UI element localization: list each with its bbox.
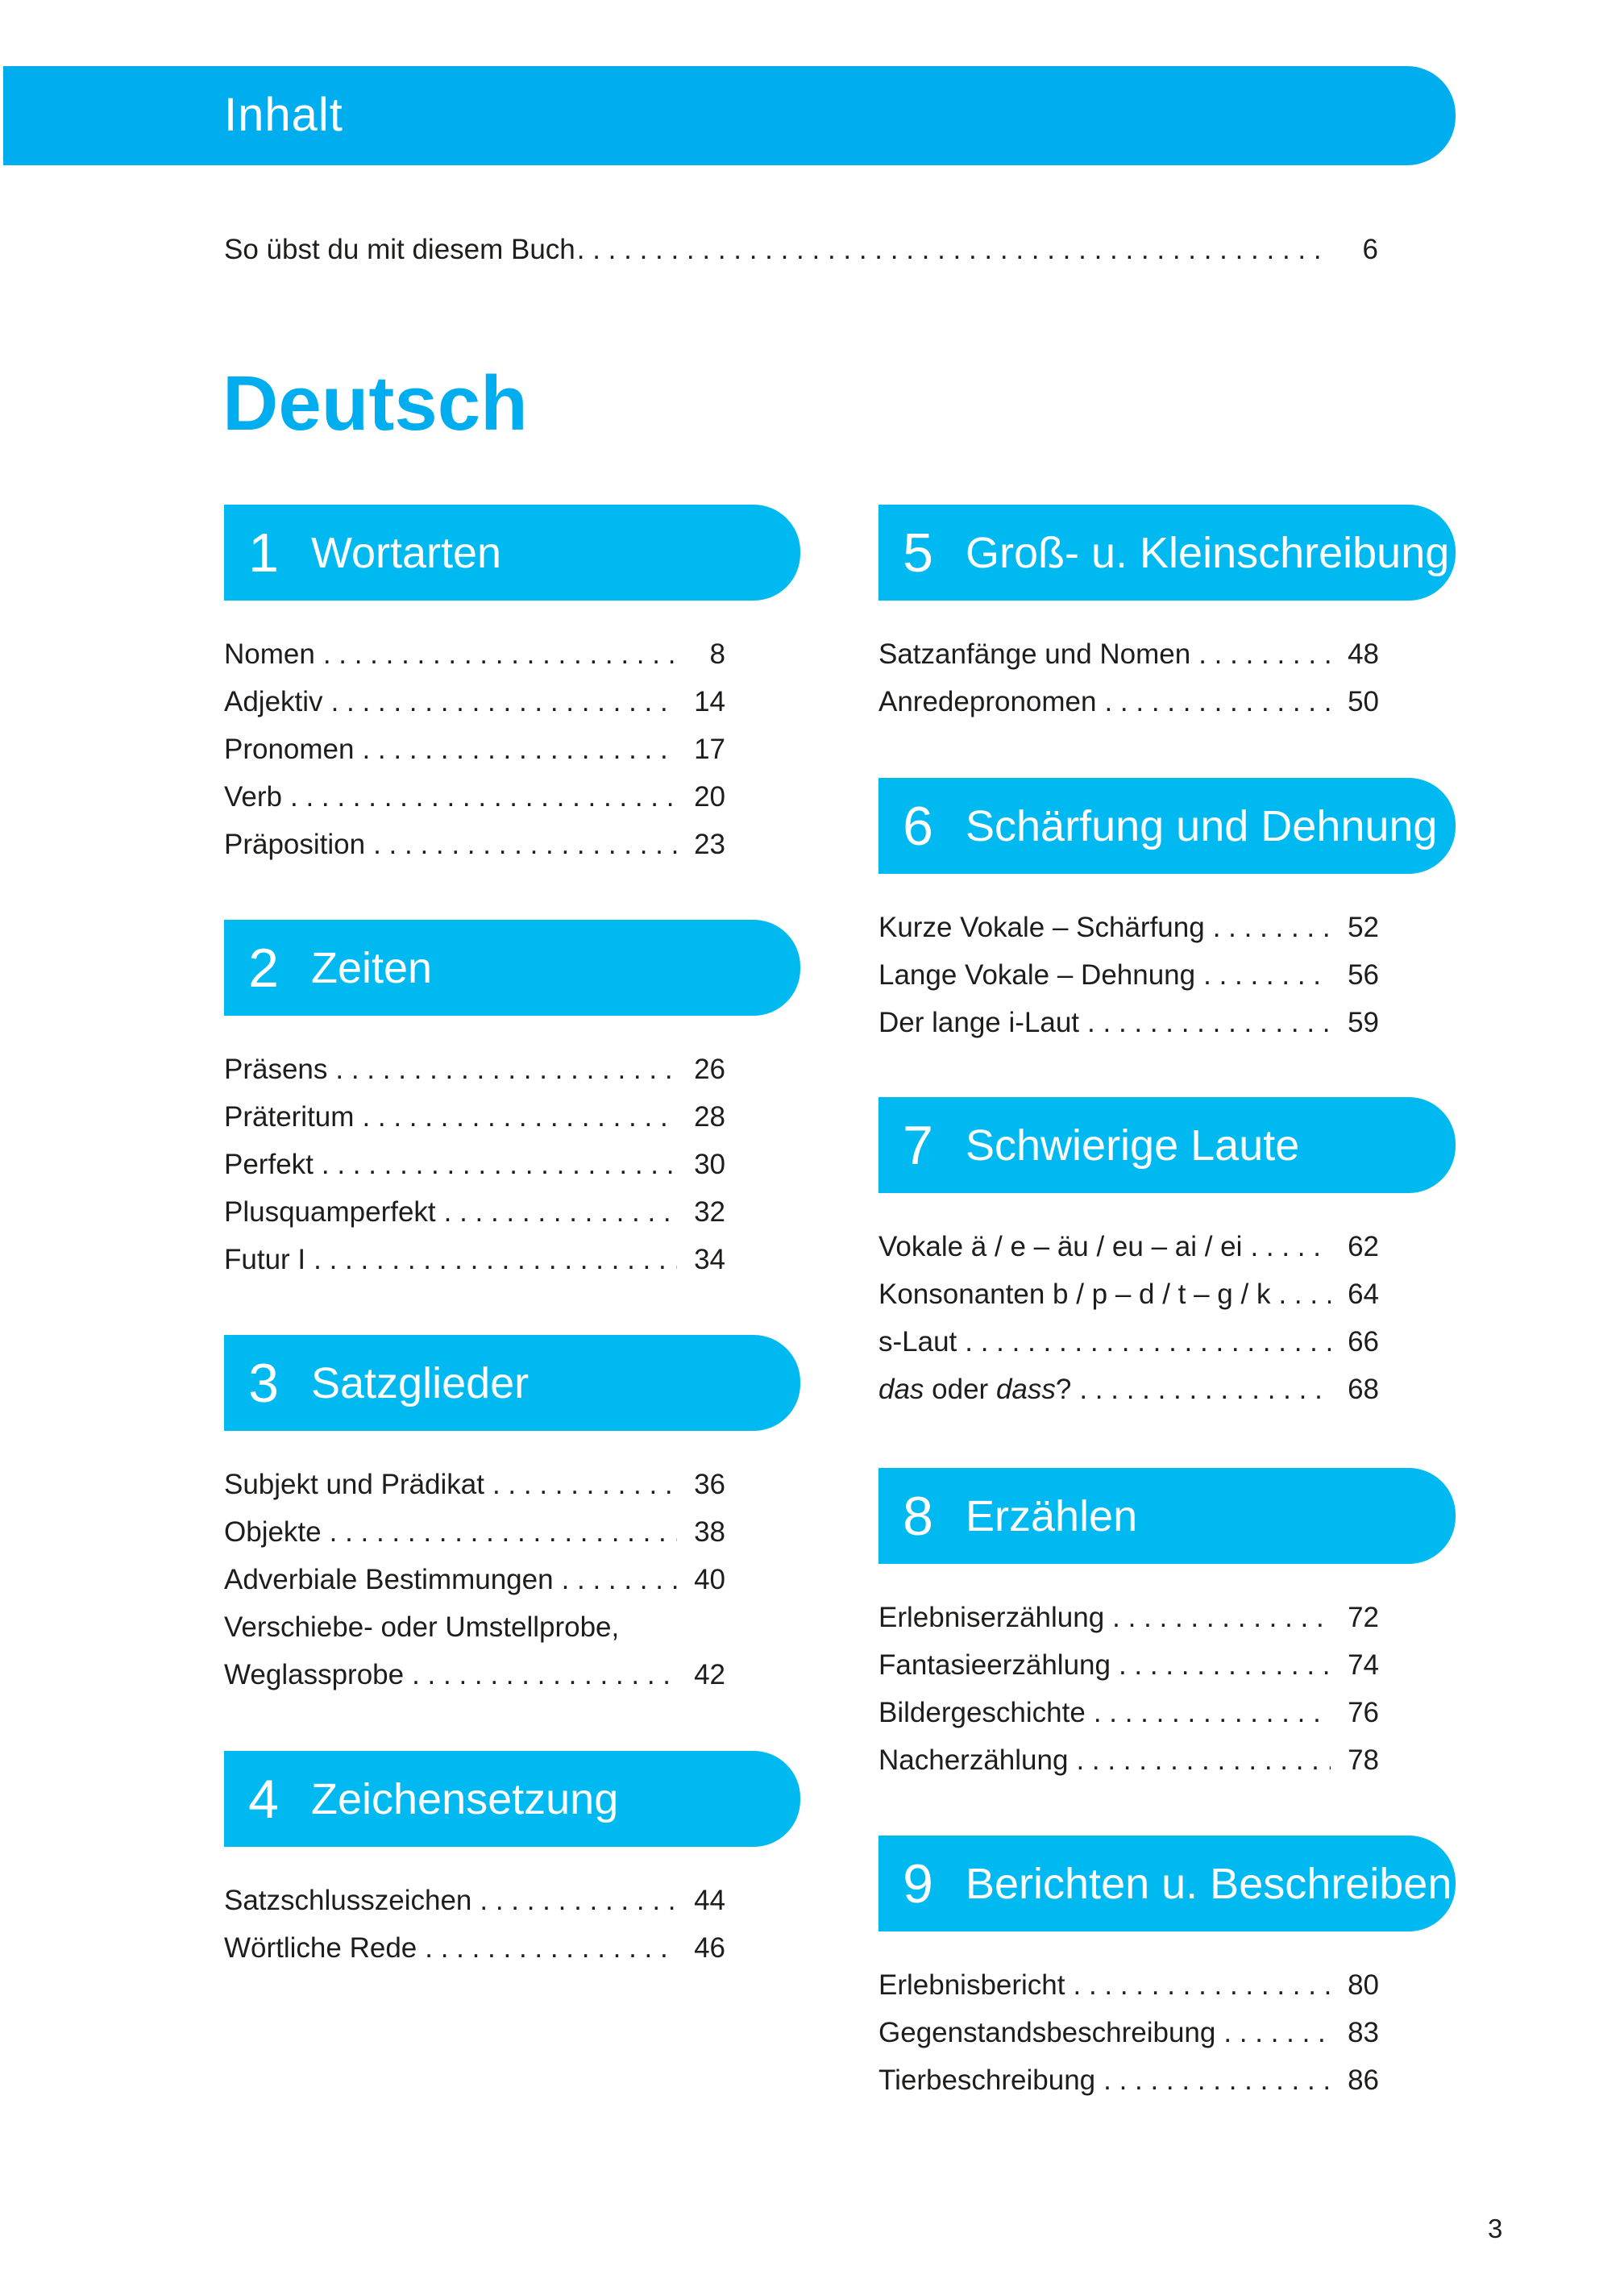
entry-label: s-Laut (878, 1326, 957, 1358)
entry-page: 46 (694, 1932, 725, 1964)
chapter-entries (878, 1969, 1379, 2112)
entry-page: 78 (1348, 1744, 1379, 1776)
entry-label: Verschiebe- oder Umstellprobe, (224, 1611, 620, 1643)
entry-page: 62 (1348, 1231, 1379, 1262)
chapter-entries (224, 1054, 725, 1291)
entry-label-text: ? (1055, 1374, 1072, 1405)
chapter-header[interactable] (224, 505, 800, 601)
entry-label: Kurze Vokale – Schärfung (878, 912, 1205, 943)
entry-page: 30 (694, 1149, 725, 1180)
entry-page: 83 (1348, 2017, 1379, 2048)
chapter-9 (878, 1836, 1456, 2096)
chapter-entries (224, 1885, 725, 1980)
toc-entry[interactable] (224, 1244, 725, 1291)
dot-leader (290, 781, 677, 813)
dot-leader (444, 1196, 677, 1229)
toc-entry[interactable] (878, 638, 1379, 686)
page-title: Inhalt (224, 89, 343, 141)
toc-entry[interactable] (878, 1374, 1379, 1421)
subject-title: Deutsch (222, 360, 528, 447)
toc-entry[interactable] (224, 1516, 725, 1564)
toc-entry[interactable] (224, 686, 725, 734)
entry-page: 38 (694, 1516, 725, 1548)
dot-leader (577, 234, 1330, 266)
entry-label: Satzanfänge und Nomen (878, 638, 1191, 670)
entry-page: 74 (1348, 1649, 1379, 1681)
entry-page: 72 (1348, 1602, 1379, 1633)
entry-label: Nomen (224, 638, 315, 670)
dot-leader (1250, 1231, 1331, 1263)
dot-leader (1213, 912, 1331, 944)
chapter-number: 2 (248, 937, 279, 999)
entry-page: 48 (1348, 638, 1379, 670)
entry-page: 64 (1348, 1279, 1379, 1310)
toc-entry[interactable] (224, 1885, 725, 1932)
entry-page: 44 (694, 1885, 725, 1916)
toc-entry[interactable] (224, 638, 725, 686)
toc-entry[interactable] (878, 1744, 1379, 1792)
chapter-title: Zeichensetzung (311, 1774, 619, 1823)
dot-leader (1076, 1744, 1331, 1777)
entry-label: Verb (224, 781, 282, 813)
toc-entry[interactable] (878, 1231, 1379, 1279)
chapter-number: 4 (248, 1768, 279, 1830)
entry-label: Lange Vokale – Dehnung (878, 959, 1196, 991)
page-number: 3 (1488, 2214, 1503, 2243)
dot-leader (562, 1564, 677, 1596)
entry-page: 40 (694, 1564, 725, 1595)
entry-page: 59 (1348, 1007, 1379, 1038)
chapter-entries (224, 1469, 725, 1707)
entry-label: Plusquamperfekt (224, 1196, 436, 1228)
toc-entry[interactable] (878, 1279, 1379, 1326)
toc-entry[interactable] (224, 1659, 725, 1707)
chapter-3 (224, 1335, 800, 1690)
entry-label: Präsens (224, 1054, 328, 1085)
dot-leader (331, 686, 677, 718)
dot-leader (1223, 2017, 1331, 2049)
dot-leader (1079, 1374, 1331, 1406)
toc-entry[interactable] (878, 1697, 1379, 1744)
entry-label: Fantasieerzählung (878, 1649, 1111, 1681)
chapter-number: 3 (248, 1352, 279, 1414)
entry-page: 42 (694, 1659, 725, 1690)
entry-label: Wörtliche Rede (224, 1932, 417, 1964)
entry-label: Anredepronomen (878, 686, 1097, 717)
toc-entry[interactable] (878, 2064, 1379, 2112)
entry-page: 17 (694, 734, 725, 765)
chapter-5 (878, 505, 1456, 717)
entry-page: 36 (694, 1469, 725, 1500)
toc-entry-continued[interactable] (224, 1611, 725, 1659)
dot-leader (1104, 686, 1331, 718)
toc-entry[interactable] (878, 912, 1379, 959)
dot-leader (323, 638, 677, 671)
entry-page: 26 (694, 1054, 725, 1085)
entry-page: 80 (1348, 1969, 1379, 2001)
dot-leader (1203, 959, 1331, 992)
chapter-number: 9 (903, 1852, 933, 1915)
chapter-number: 8 (903, 1485, 933, 1547)
entry-page: 68 (1348, 1374, 1379, 1405)
entry-label: Perfekt (224, 1149, 314, 1180)
dot-leader (412, 1659, 677, 1691)
toc-entry[interactable] (224, 1101, 725, 1149)
entry-page: 8 (709, 638, 725, 670)
entry-label: Der lange i-Laut (878, 1007, 1080, 1038)
entry-page: 56 (1348, 959, 1379, 991)
dot-leader (314, 1244, 677, 1276)
toc-entry[interactable] (878, 1326, 1379, 1374)
entry-label-italic: das (878, 1374, 924, 1405)
entry-page: 50 (1348, 686, 1379, 717)
toc-entry[interactable] (224, 781, 725, 829)
dot-leader (480, 1885, 677, 1917)
entry-label-text: oder (924, 1374, 996, 1405)
toc-entry[interactable] (878, 959, 1379, 1007)
dot-leader (1103, 2064, 1331, 2097)
toc-entry[interactable] (224, 1196, 725, 1244)
dot-leader (1112, 1602, 1331, 1634)
dot-leader (1074, 1969, 1331, 2002)
entry-label: Konsonanten b / p – d / t – g / k (878, 1279, 1271, 1310)
chapter-entries (878, 1602, 1379, 1792)
chapter-title: Berichten u. Beschreiben (966, 1859, 1452, 1908)
entry-page: 28 (694, 1101, 725, 1133)
dot-leader (425, 1932, 677, 1965)
chapter-entries (224, 638, 725, 876)
entry-page: 76 (1348, 1697, 1379, 1728)
entry-label: Gegenstandsbeschreibung (878, 2017, 1216, 2048)
entry-page: 23 (694, 829, 725, 860)
chapter-7 (878, 1097, 1456, 1405)
dot-leader (362, 1101, 677, 1133)
chapter-number: 6 (903, 795, 933, 857)
entry-label: Objekte (224, 1516, 322, 1548)
entry-page: 86 (1348, 2064, 1379, 2096)
entry-label: Erlebnisbericht (878, 1969, 1065, 2001)
chapter-number: 5 (903, 522, 933, 584)
entry-label (878, 1374, 1071, 1406)
entry-page: 52 (1348, 912, 1379, 943)
toc-entry-intro[interactable] (224, 234, 1378, 281)
toc-entry[interactable] (224, 734, 725, 781)
entry-page: 66 (1348, 1326, 1379, 1358)
chapter-4 (224, 1751, 800, 1964)
toc-entry[interactable] (224, 829, 725, 876)
toc-entry[interactable] (878, 1602, 1379, 1649)
entry-label: Satzschlusszeichen (224, 1885, 472, 1916)
toc-entry[interactable] (224, 1054, 725, 1101)
chapter-title: Erzählen (966, 1491, 1138, 1540)
entry-label: Nacherzählung (878, 1744, 1069, 1776)
toc-entry[interactable] (224, 1564, 725, 1611)
toc-entry[interactable] (224, 1469, 725, 1516)
entry-label: Tierbeschreibung (878, 2064, 1096, 2096)
chapter-header[interactable] (878, 1468, 1456, 1564)
toc-entry[interactable] (878, 1969, 1379, 2017)
chapter-number: 7 (903, 1114, 933, 1176)
chapter-header[interactable] (224, 1335, 800, 1431)
toc-entry[interactable] (878, 2017, 1379, 2064)
chapter-title: Groß- u. Kleinschreibung (966, 528, 1450, 577)
entry-label: Subjekt und Prädikat (224, 1469, 484, 1500)
chapter-header[interactable] (878, 778, 1456, 874)
entry-label: Erlebniserzählung (878, 1602, 1105, 1633)
entry-label: Bildergeschichte (878, 1697, 1086, 1728)
entry-page: 34 (694, 1244, 725, 1275)
dot-leader (322, 1149, 677, 1181)
chapter-2 (224, 920, 800, 1275)
chapter-title: Satzglieder (311, 1358, 530, 1407)
entry-page: 32 (694, 1196, 725, 1228)
chapter-entries (878, 638, 1379, 734)
entry-label: Präteritum (224, 1101, 355, 1133)
chapter-6 (878, 778, 1456, 1038)
chapter-title: Schwierige Laute (966, 1121, 1300, 1170)
dot-leader (965, 1326, 1331, 1358)
dot-leader (362, 734, 677, 766)
chapter-header[interactable] (224, 920, 800, 1016)
entry-page: 14 (694, 686, 725, 717)
chapter-header[interactable] (878, 1097, 1456, 1193)
chapter-number: 1 (248, 522, 279, 584)
entry-label: Pronomen (224, 734, 355, 765)
toc-entry[interactable] (878, 1007, 1379, 1054)
dot-leader (330, 1516, 677, 1549)
entry-label: Präposition (224, 829, 366, 860)
dot-leader (1087, 1007, 1331, 1039)
chapter-title: Schärfung und Dehnung (966, 801, 1438, 850)
dot-leader (1094, 1697, 1331, 1729)
entry-page: 20 (694, 781, 725, 813)
dot-leader (492, 1469, 677, 1501)
toc-entry[interactable] (224, 1149, 725, 1196)
entry-label: So übst du mit diesem Buch (224, 234, 575, 265)
chapter-title: Zeiten (311, 943, 433, 992)
entry-label: Weglassprobe (224, 1659, 405, 1690)
dot-leader (1119, 1649, 1331, 1682)
dot-leader (1278, 1279, 1331, 1311)
entry-label: Vokale ä / e – äu / eu – ai / ei (878, 1231, 1243, 1262)
chapter-header[interactable] (878, 1836, 1456, 1931)
entry-label-italic: dass (995, 1374, 1056, 1405)
chapter-8 (878, 1468, 1456, 1776)
chapter-entries (878, 912, 1379, 1054)
entry-label: Adverbiale Bestimmungen (224, 1564, 554, 1595)
entry-page: 6 (1362, 234, 1378, 265)
toc-entry[interactable] (878, 1649, 1379, 1697)
chapter-header[interactable] (224, 1751, 800, 1847)
chapter-entries (878, 1231, 1379, 1421)
entry-label: Adjektiv (224, 686, 323, 717)
toc-entry[interactable] (224, 1932, 725, 1980)
chapter-1 (224, 505, 800, 860)
dot-leader (335, 1054, 677, 1086)
chapter-header[interactable] (878, 505, 1456, 601)
chapter-title: Wortarten (311, 528, 502, 577)
toc-entry[interactable] (878, 686, 1379, 734)
dot-leader (373, 829, 677, 861)
dot-leader (1198, 638, 1331, 671)
entry-label: Futur I (224, 1244, 306, 1275)
header-bar (3, 66, 1456, 165)
